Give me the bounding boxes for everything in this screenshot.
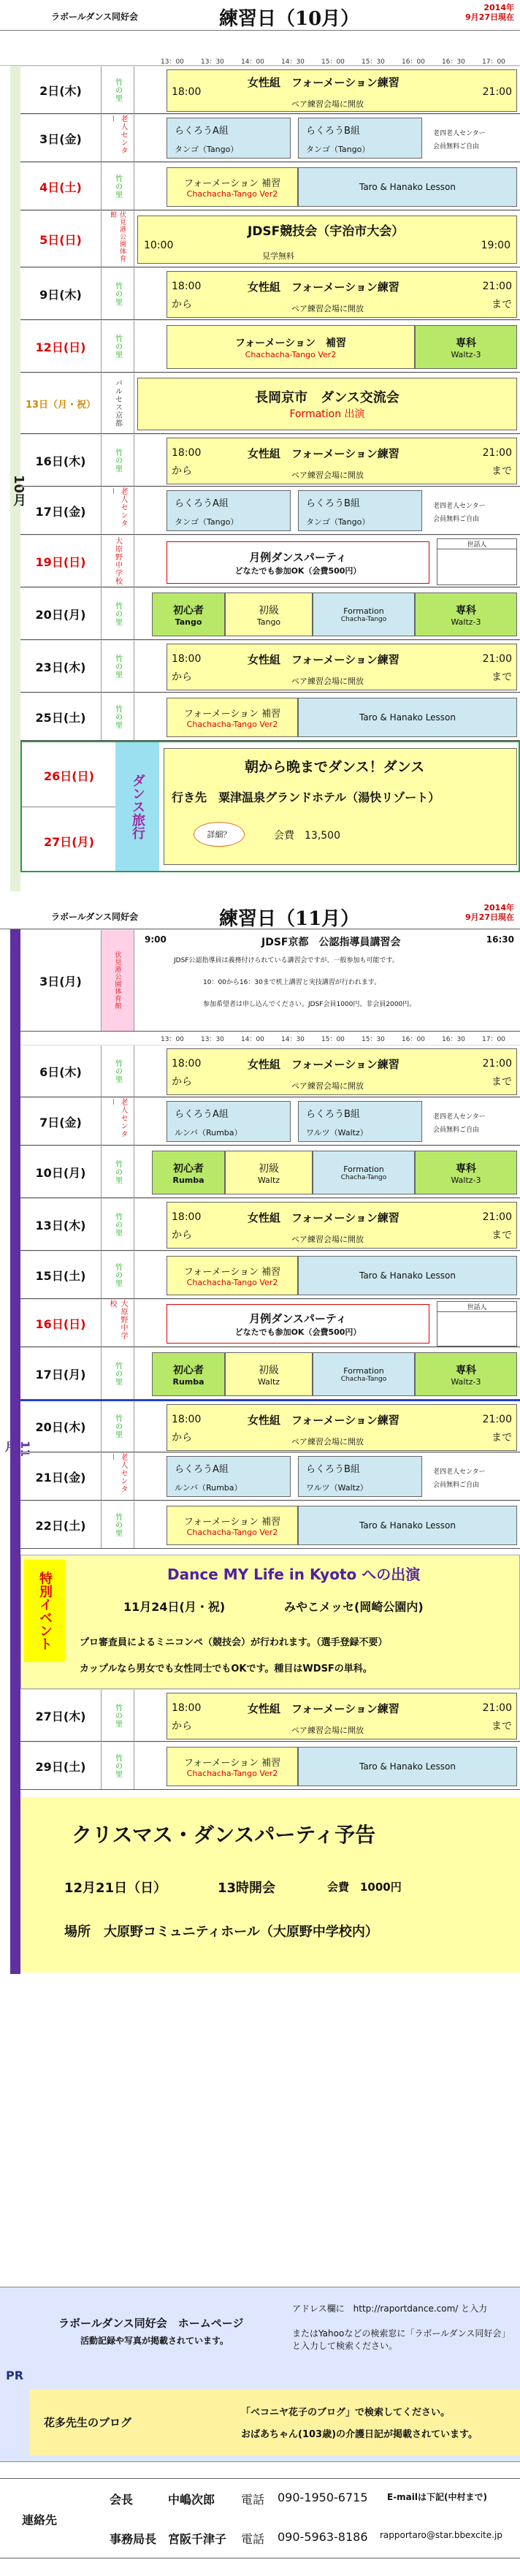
club-name: ラボールダンス同好会 xyxy=(51,12,139,22)
oct-dance-trip: 26日(日) 27日(月) ダンス旅行 朝から晩までダンス！ダンス 行き先 粟津温泉グランドホテル（湯快リゾート） 詳細？ 会費 13,500 xyxy=(20,741,520,872)
oct-row-5: 5日(日) 伏見港公園体育館 JDSF競技会（宇治市大会） 10:00 見学無料 19:00 xyxy=(20,210,520,267)
nov-row-15: 15日(土) 竹の里 フォーメーション 補習 Chachacha-Tango Ver2 Taro & Hanako Lesson xyxy=(20,1251,520,1299)
october-header xyxy=(0,0,520,31)
november-header: ラボールダンス同好会 練習日（11月） 2014年 9月27日現在 xyxy=(0,900,520,929)
location-cell: 竹の里 xyxy=(101,66,134,113)
oct-row-23: 23日(木) 竹の里 18:00 から 女性組 フォーメーション練習 ペア練習会場に開放 21:00 まで xyxy=(20,640,520,693)
nov-row-27: 27日(木) 竹の里 18:00 から 女性組 フォーメーション練習 ペア練習会場に開放 21:00 まで xyxy=(20,1689,520,1742)
oct-row-25: 25日(土) 竹の里 フォーメーション 補習 Chachacha-Tango Ver2 Taro & Hanako Lesson xyxy=(20,693,520,741)
oct-row-3: 3日(金) 老人センター らくろうA組 タンゴ（Tango） らくろうB組 タンゴ（Tango） 老四老人センター 会員無料ご自由 xyxy=(20,114,520,162)
nov-row-29: 29日(土) 竹の里 フォーメーション 補習 Chachacha-Tango Ver2 Taro & Hanako Lesson xyxy=(20,1742,520,1790)
nov-row-3: 3日(月) 伏見港公園体育館 9:00 JDSF京都 公認指導員講習会 16:30 JDSF公認指導員は義務付けられている講習会ですが、一般参加も可能です。 10：00から16：30まで机上講習と実技講習が行われます。 参加希望者は申し込んでください。JDSF会員1000円、非会員2000円。 xyxy=(20,929,520,1032)
nov-row-20: 20日(木) 竹の里 18:00 から 女性組 フォーメーション練習 ペア練習会場に開放 21:00 まで xyxy=(20,1400,520,1452)
october-title: 練習日（10月） xyxy=(219,8,360,30)
special-event-label: 特別イベント xyxy=(24,1560,65,1662)
oct-row-16: 16日(木) 竹の里 18:00 から 女性組 フォーメーション練習 ペア練習会場に開放 21:00 まで xyxy=(20,434,520,487)
october-side-label: 10月 xyxy=(11,475,26,507)
november-title: 練習日（11月） xyxy=(219,908,360,930)
oct-row-20: 20日(月) 竹の里 初心者 Tango 初級 Tango Formation Chacha-Tango 専科 Waltz-3 xyxy=(20,587,520,640)
oct-row-4: 4日(土) 竹の里 フォーメーション 補習 Chachacha-Tango Ver2 Taro & Hanako Lesson xyxy=(20,162,520,210)
date-cell: 2日(木) xyxy=(39,83,82,98)
october-sidebar xyxy=(10,66,26,891)
special-event-block: 特別イベント Dance MY Life in Kyoto への出演 11月24日(月・祝) みやこメッセ(岡崎公園内) プロ審査員によるミニコンペ（競技会）が行われます。（選手登録不要） カップルなら男女でも女性同士でもOKです。種目はWDSFの単科。 xyxy=(20,1555,520,1689)
oct-row-19: 19日(日) 大原野中学校 月例ダンスパーティ どなたでも参加OK（会費500円） 世話人 xyxy=(20,535,520,587)
christmas-party-notice: クリスマス・ダンスパーティ予告 12月21日（日） 13時開会 会費 1000円 場所 大原野コミュニティホール（大原野中学校内） xyxy=(20,1797,520,1973)
nov-row-21: 21日(金) 老人センター らくろうA組 ルンバ（Rumba） らくろうB組 ワルツ（Waltz） 老四老人センター 会員無料ご自由 xyxy=(20,1452,520,1501)
oct-row-2 xyxy=(20,66,520,114)
october-timeline: 13：00 13：30 14：00 14：30 15：00 15：30 16：00 16：30 17：00 xyxy=(161,58,505,66)
details-bubble: 詳細？ xyxy=(194,822,245,847)
email-link[interactable]: rapportaro@star.bbexcite.jp xyxy=(380,2530,502,2540)
nov-row-22: 22日(土) 竹の里 フォーメーション 補習 Chachacha-Tango Ver2 Taro & Hanako Lesson xyxy=(20,1501,520,1549)
oct-row-9: 9日(木) 竹の里 18:00 から 女性組 フォーメーション練習 ペア練習会場に開放 21:00 まで xyxy=(20,267,520,320)
contact-section: 連絡先 会長 中嶋次郎 電話 090-1950-6715 事務局長 宮阪千津子 電話 090-5963-8186 E-mailは下記(中村まで) rapportaro@star.bbexcite.jp xyxy=(0,2478,520,2558)
nov-row-10: 10日(月) 竹の里 初心者 Rumba 初級 Waltz Formation Chacha-Tango 専科 Waltz-3 xyxy=(20,1146,520,1198)
nov-row-17: 17日(月) 竹の里 初心者 Rumba 初級 Waltz Formation Chacha-Tango 専科 Waltz-3 xyxy=(20,1347,520,1400)
november-timeline: 13：00 13：30 14：00 14：30 15：00 15：30 16：00 16：30 17：00 xyxy=(161,1036,505,1043)
oct-row-17: 17日(金) 老人センター らくろうA組 タンゴ（Tango） らくろうB組 タンゴ（Tango） 老四老人センター 会員無料ご自由 xyxy=(20,487,520,535)
event-block: 18:00 女性組 フォーメーション練習 21:00 ペア練習会場に開放 xyxy=(167,69,517,112)
nov-row-7: 7日(金) 老人センター らくろうA組 ルンバ（Rumba） らくろうB組 ワルツ（Waltz） 老四老人センター 会員無料ご自由 xyxy=(20,1097,520,1146)
nov-row-13: 13日(木) 竹の里 18:00 から 女性組 フォーメーション練習 ペア練習会場に開放 21:00 まで xyxy=(20,1198,520,1251)
october-updated: 9月27日現在 xyxy=(465,12,514,22)
oct-row-13: 13日（月・祝） パルセス京都 長岡京市 ダンス交流会 Formation 出演 xyxy=(20,373,520,434)
nov-row-16: 16日(日) 大原野中学校 月例ダンスパーティ どなたでも参加OK（会費500円） 世話人 xyxy=(20,1299,520,1347)
oct-row-12: 12日(日) 竹の里 フォーメーション 補習 Chachacha-Tango Ver2 専科 Waltz-3 xyxy=(20,320,520,373)
pr-section: PR ラボールダンス同好会 ホームページ 活動記録や写真が掲載されています。 アドレス欄に http://raportdance.com/ と入力 またはYahooなどの検索窓に「ラボールダンス同好会」と入力して検索ください。 花多先生のブログ 「ベコニヤ花子のブログ」で検索してください。 おばあちゃん(103歳)の介護日記が掲載されています。 xyxy=(0,2287,520,2462)
nov-row-6: 6日(木) 竹の里 18:00 から 女性組 フォーメーション練習 ペア練習会場に開放 21:00 まで xyxy=(20,1045,520,1097)
october-year: 2014年 xyxy=(483,3,514,12)
november-side-label: 11月 xyxy=(3,1441,32,1457)
